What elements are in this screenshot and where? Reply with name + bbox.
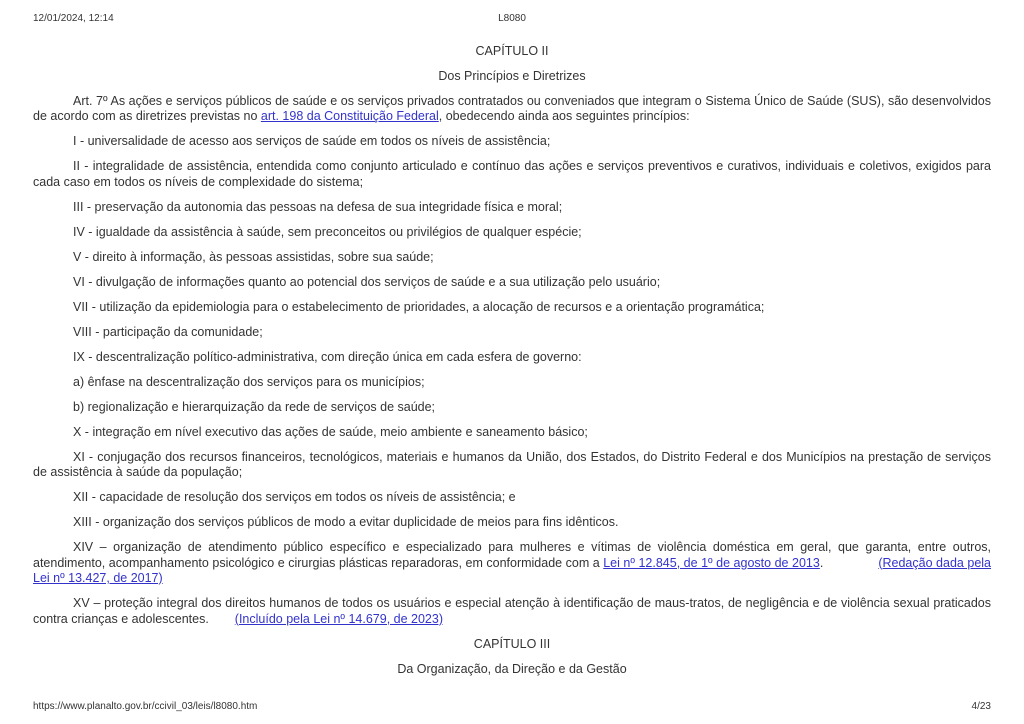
law-item-4: IV - igualdade da assistência à saúde, sem preconceitos ou privilégios de qualquer espécie; (73, 224, 582, 239)
link-redacao-lei-13427-2017[interactable]: (Redação dada pela Lei nº 13.427, de 2017) (33, 555, 991, 585)
link-incluido-lei-14679-2023[interactable]: (Incluído pela Lei nº 14.679, de 2023) (234, 611, 443, 626)
law-item-9: IX - descentralização político-administrativa, com direção única em cada esfera de governo: (73, 349, 582, 364)
print-header-doc-title: L8080 (498, 13, 526, 24)
law-item-10: X - integração em nível executivo das ações de saúde, meio ambiente e saneamento básico; (73, 424, 588, 439)
law-item-2: II - integralidade de assistência, entendida como conjunto articulado e contínuo das ações e serviços preventivos e curativos, individuais e coletivos, exigidos para cada caso em todos os níveis de complexidade do sistema; (33, 159, 991, 189)
law-item-14 (33, 540, 991, 587)
law-item-15 (33, 596, 991, 627)
item14-text: XIV – organização de atendimento público específico e especializado para mulheres e vítimas de violência doméstica em geral, que garanta, entre outros, atendimento, acompanhamento psicológico e cirurgias plásticas reparadoras, em conformidade com a (33, 540, 991, 570)
law-item-5: V - direito à informação, às pessoas assistidas, sobre sua saúde; (73, 249, 434, 264)
law-item-3: III - preservação da autonomia das pessoas na defesa de sua integridade física e moral; (73, 199, 563, 214)
chapter3-title: CAPÍTULO III (473, 636, 551, 651)
chapter2-title: CAPÍTULO II (475, 43, 549, 58)
law-item-8: VIII - participação da comunidade; (73, 324, 263, 339)
link-lei-12845-2013[interactable]: Lei nº 12.845, de 1º de agosto de 2013 (603, 555, 820, 570)
law-item-1: I - universalidade de acesso aos serviços de saúde em todos os níveis de assistência; (73, 134, 551, 148)
law-item-12: XII - capacidade de resolução dos serviços em todos os níveis de assistência; e (73, 490, 516, 504)
art7-text-after: , obedecendo ainda aos seguintes princípios: (438, 109, 690, 123)
art7-text-before: Art. 7º As ações e serviços públicos de saúde e os serviços privados contratados ou conveniados que integram o Sistema Único de Saúde (SUS), são desenvolvidos de acordo com as diretrizes previstas no (33, 93, 991, 123)
law-item-9b: b) regionalização e hierarquização da rede de serviços de saúde; (73, 399, 436, 414)
link-art198-constituicao[interactable]: art. 198 da Constituição Federal (260, 109, 439, 123)
law-item-6: VI - divulgação de informações quanto ao potencial dos serviços de saúde e a sua utilização pelo usuário; (73, 274, 661, 289)
law-item-13: XIII - organização dos serviços públicos de modo a evitar duplicidade de meios para fins idênticos. (73, 515, 619, 529)
print-header-datetime: 12/01/2024, 12:14 (33, 13, 114, 24)
item14-period: . (819, 555, 824, 570)
paragraph-art7 (33, 94, 991, 125)
chapter2-subtitle: Dos Princípios e Diretrizes (438, 68, 586, 83)
print-footer-page-number: 4/23 (971, 701, 991, 712)
law-item-9a: a) ênfase na descentralização dos serviços para os municípios; (73, 374, 425, 389)
law-item-11: XI - conjugação dos recursos financeiros, tecnológicos, materiais e humanos da União, dos Estados, do Distrito Federal e dos Municípios na prestação de serviços de assistência à saúde da população; (33, 449, 991, 479)
print-footer-url: https://www.planalto.gov.br/ccivil_03/leis/l8080.htm (33, 701, 258, 712)
law-item-7: VII - utilização da epidemiologia para o estabelecimento de prioridades, a alocação de recursos e a orientação programática; (73, 299, 765, 314)
item15-text: XV – proteção integral dos direitos humanos de todos os usuários e especial atenção à identificação de maus-tratos, de negligência e de violência sexual praticados contra crianças e adolescentes. (33, 596, 991, 626)
chapter3-subtitle: Da Organização, da Direção e da Gestão (397, 661, 627, 676)
